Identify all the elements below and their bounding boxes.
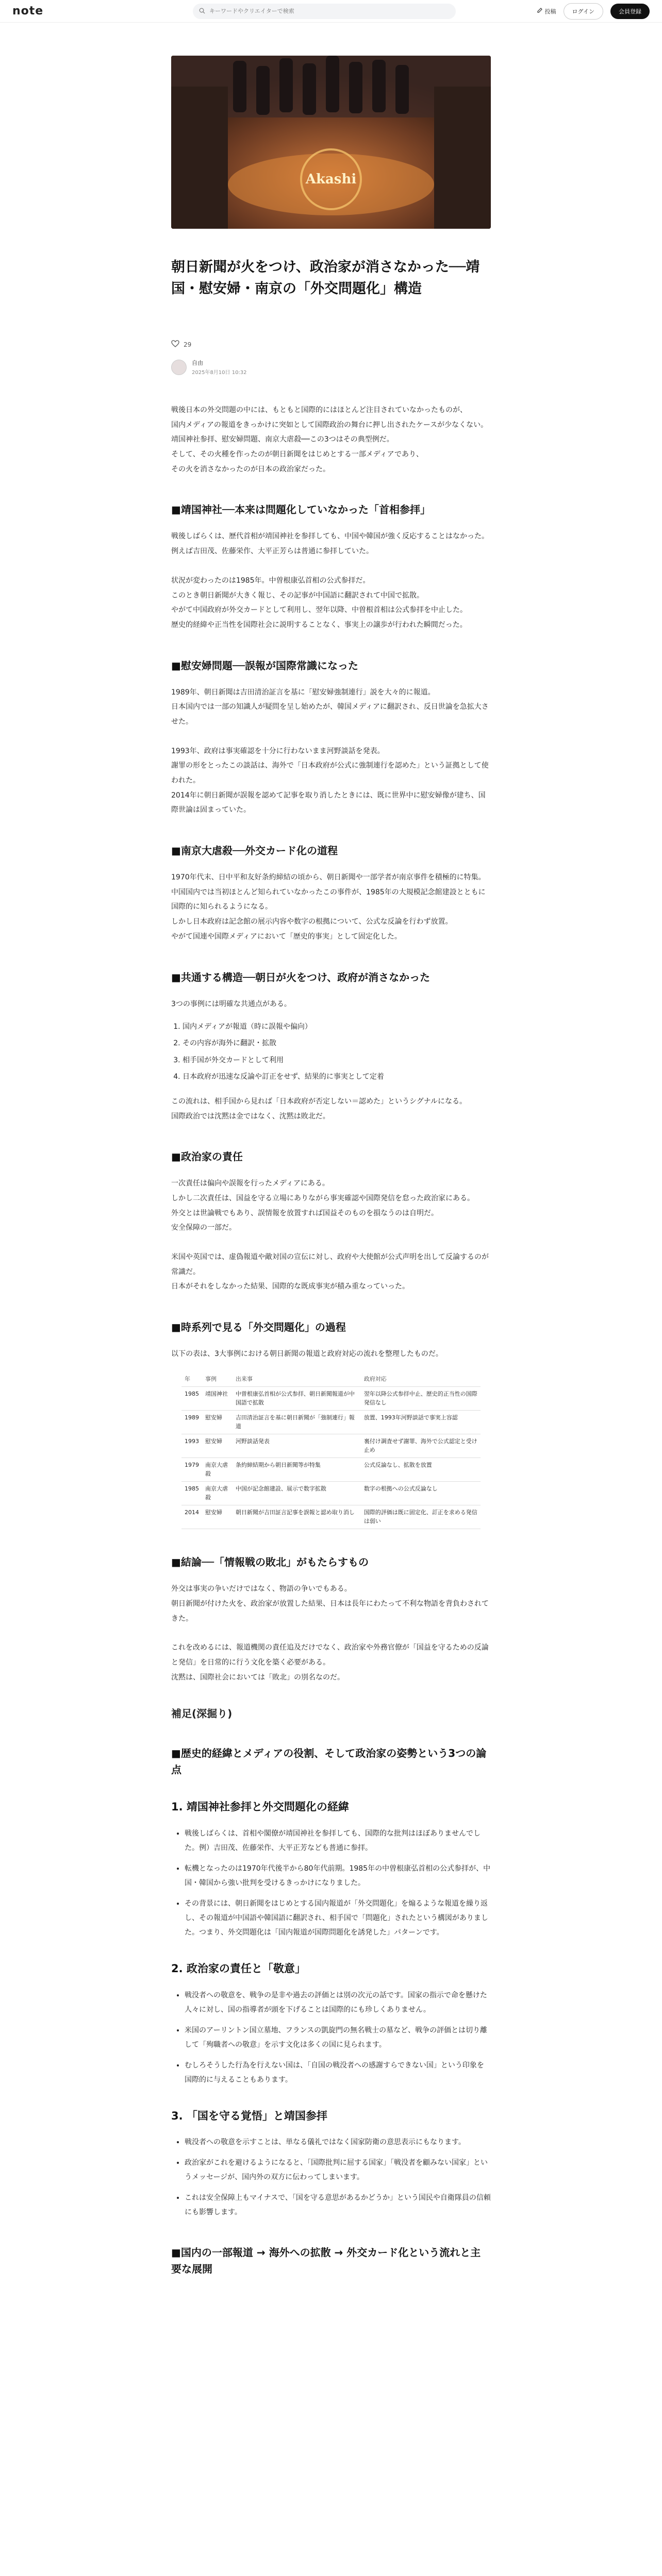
list-item: • 戦没者への敬意を示すことは、単なる儀礼ではなく国家防衛の意思表示にもなります。 [185,2135,491,2149]
post-label: 投稿 [544,8,556,15]
subsection-heading: 3. 「国を守る覚悟」と靖国参拝 [171,2109,327,2122]
paragraph: その火を消さなかったのが日本の政治家だった。 [171,465,330,473]
publish-date: 2025年8月10日 10:32 [192,370,247,376]
table-row [181,1387,481,1411]
list-item: • 戦没者への敬意を、戦争の是非や過去の評価とは別の次元の話です。国家の指示で命を懸けた人々に対し、国の指導者が頭を下げることは国際的にも珍しくありません。 [185,1988,491,2017]
table-cell: 朝日新聞が吉田証言記事を誤報と認め取り消し [233,1505,361,1529]
paragraph: 1970年代末、日中平和友好条約締結の頃から、朝日新聞や一部学者が南京事件を積極的に特集。 [171,873,486,882]
list-item: • これは安全保障上もマイナスで、「国を守る意思があるかどうか」という国民や自衛隊員の信頼にも影響します。 [185,2191,491,2219]
signup-button[interactable]: 会員登録 [610,4,650,19]
list-item: 2. その内容が海外に翻訳・拡散 [183,1035,491,1052]
column-header: 出来事 [233,1372,361,1387]
table-cell: 数字の根拠への公式反論なし [361,1482,481,1505]
paragraph: 歴史的経緯や正当性を国際社会に説明することなく、事実上の譲歩が行われた瞬間だった。 [171,620,467,629]
list-item: • 転機となったのは1970年代後半から80年代前期。1985年の中曽根康弘首相の公式参拝が、中国・韓国から強い批判を受けるきっかけになりました。 [185,1861,491,1890]
paragraph: 靖国神社参拝、慰安婦問題、南京大虐殺──この3つはその典型例だ。 [171,435,394,444]
bullet-list [185,2135,491,2219]
paragraph: しかし二次責任は、国益を守る立場にありながら事実確認や国際発信を怠った政治家にある。 [171,1194,474,1202]
paragraph: 謝罪の形をとったこの談話は、海外で「日本政府が公式に強制連行を認めた」という証拠として使われた。 [171,761,489,785]
article-body [171,403,491,2289]
list-item: • むしろそうした行為を行えない国は、「自国の戦没者への感謝すらできない国」という印象を国際的に与えることもあります。 [185,2058,491,2087]
list-item: • 政治家がこれを避けるようになると、「国際批判に屈する国家」「戦没者を顧みない国家」というメッセージが、国内外の双方に伝わってしまいます。 [185,2156,491,2184]
table-cell: 国際的評価は既に固定化、訂正を求める発信は弱い [361,1505,481,1529]
list-item: 4. 日本政府が迅速な反論や訂正をせず、結果的に事実として定着 [183,1069,491,1085]
table-cell: 条約締結期から朝日新聞等が特集 [233,1458,361,1482]
search-input[interactable] [209,8,450,14]
table-cell: 吉田清治証言を基に朝日新聞が「強制連行」報道 [233,1411,361,1434]
paragraph: これを改めるには、報道機関の責任追及だけでなく、政治家や外務官僚が「国益を守るための反論と発信」を日常的に行う文化を築く必要がある。 [171,1643,489,1667]
table-cell: 南京大虐殺 [202,1458,233,1482]
search-bar[interactable] [193,4,456,19]
paragraph: やがて国連や国際メディアにおいて「歴史的事実」として固定化した。 [171,932,402,941]
pencil-icon [537,7,543,15]
login-button[interactable]: ログイン [564,3,603,20]
structure-steps-list [183,1019,491,1085]
paragraph: 戦後日本の外交問題の中には、もともと国際的にはほとんど注目されていなかったものが、 [171,406,467,414]
section-heading-structure: ■共通する構造──朝日が火をつけ、政府が消さなかった [171,971,431,984]
subsection-heading: 1. 靖国神社参拝と外交問題化の経緯 [171,1801,349,1814]
column-header: 事例 [202,1372,233,1387]
intro-section [171,403,491,477]
supplement-heading: 補足(深掘り) [171,1707,233,1720]
avatar[interactable] [171,360,187,375]
table-row [181,1411,481,1434]
section-heading-yasukuni: ■靖国神社──本来は問題化していなかった「首相参拝」 [171,503,431,516]
table-cell: 2014 [181,1505,202,1529]
paragraph: 沈黙は、国際社会においては「敗北」の別名なのだ。 [171,1673,344,1682]
subsection-heading: 2. 政治家の責任と「敬意」 [171,1962,306,1975]
table-cell: 慰安婦 [202,1411,233,1434]
paragraph: このとき朝日新聞が大きく報じ、その記事が中国語に翻訳されて中国で拡散。 [171,591,424,600]
hero-image [171,56,491,229]
table-row [181,1505,481,1529]
section-heading-conclusion: ■結論──「情報戦の敗北」がもたらすもの [171,1556,369,1569]
table-cell: 1985 [181,1482,202,1505]
paragraph: 朝日新聞が付けた火を、政治家が放置した結果、日本は長年にわたって不利な物語を背負わされてきた。 [171,1600,489,1623]
paragraph: 日本がそれをしなかった結果、国際的な既成事実が積み重なっていった。 [171,1282,409,1291]
table-row [181,1482,481,1505]
paragraph: 外交は事実の争いだけではなく、物語の争いでもある。 [171,1585,352,1594]
column-header: 政府対応 [361,1372,481,1387]
paragraph: しかし日本政府は記念館の展示内容や数字の根拠について、公式な反論を行わず放置。 [171,918,453,926]
table-cell: 河野談話発表 [233,1434,361,1458]
table-cell: 裏付け調査せず謝罪、海外で公式認定と受け止め [361,1434,481,1458]
paragraph: 安全保障の一部だ。 [171,1224,236,1232]
table-row [181,1434,481,1458]
top-header [0,0,662,23]
list-item: 3. 相手国が外交カードとして利用 [183,1052,491,1069]
table-cell: 慰安婦 [202,1434,233,1458]
paragraph: 国内メディアの報道をきっかけに突如として国際政治の舞台に押し出されたケースが少なくない。 [171,420,488,429]
author-name[interactable]: 自由 [192,360,203,366]
hero-caption: Akashi [305,172,357,187]
section-heading-comfort-women: ■慰安婦問題──誤報が国際常識になった [171,659,358,672]
paragraph: 国際政治では沈黙は金ではなく、沈黙は敗北だ。 [171,1112,330,1121]
like-counter[interactable] [171,340,191,349]
paragraph: 2014年に朝日新聞が誤報を認めて記事を取り消したときには、既に世界中に慰安婦像が建ち、国際世論は固まっていた。 [171,791,486,815]
list-item: • 戦後しばらくは、首相や閣僚が靖国神社を参拝しても、国際的な批判はほぼありませんでした。例）吉田茂、佐藤栄作、大平正芳なども普通に参拝。 [185,1826,491,1855]
paragraph: 例えば吉田茂、佐藤栄作、大平正芳らは普通に参拝していた。 [171,547,373,556]
paragraph: 1993年、政府は事実確認を十分に行わないまま河野談話を発表。 [171,747,385,755]
paragraph: 米国や英国では、虚偽報道や敵対国の宣伝に対し、政府や大使館が公式声明を出して反論するのが常識だ。 [171,1253,489,1276]
section-heading-timeline: ■時系列で見る「外交問題化」の過程 [171,1321,346,1334]
table-cell: 1985 [181,1387,202,1411]
paragraph: 戦後しばらくは、歴代首相が靖国神社を参拝しても、中国や韓国が強く反応することはなかった。 [171,532,489,541]
table-row [181,1458,481,1482]
heart-icon[interactable] [171,340,179,349]
table-header-row [181,1372,481,1387]
table-cell: 靖国神社 [202,1387,233,1411]
table-cell: 南京大虐殺 [202,1482,233,1505]
paragraph: 一次責任は偏向や誤報を行ったメディアにある。 [171,1179,329,1188]
article-title: 朝日新聞が火をつけ、政治家が消さなかった──靖国・慰安婦・南京の「外交問題化」構造 [171,259,480,297]
timeline-table [181,1372,481,1530]
paragraph: やがて中国政府が外交カードとして利用し、翌年以降、中曽根首相は公式参拝を中止した。 [171,606,467,615]
paragraph: 以下の表は、3大事例における朝日新聞の報道と政府対応の流れを整理したものだ。 [171,1350,443,1359]
list-item: • 米国のアーリントン国立墓地、フランスの凱旋門の無名戦士の墓など、戦争の評価とは切り離して「殉職者への敬意」を示す文化は多くの国に見られます。 [185,2023,491,2052]
section-heading-nanjing: ■南京大虐殺──外交カード化の道程 [171,844,338,857]
supplement-section-heading: ■歴史的経緯とメディアの役割、そして政治家の姿勢という3つの論点 [171,1747,487,1776]
bullet-list [185,1826,491,1940]
table-cell: 慰安婦 [202,1505,233,1529]
table-cell: 公式反論なし、拡散を放置 [361,1458,481,1482]
table-cell: 1979 [181,1458,202,1482]
author-block[interactable] [171,359,247,376]
table-cell: 中国が記念館建設、展示で数字拡散 [233,1482,361,1505]
bullet-list [185,1988,491,2087]
paragraph: 中国国内では当初ほとんど知られていなかったこの事件が、1985年の大規模記念館建設とともに国際的に知られるようになる。 [171,888,486,911]
table-cell: 翌年以降公式参拝中止、歴史的正当性の国際発信なし [361,1387,481,1411]
paragraph: 3つの事例には明確な共通点がある。 [171,999,291,1008]
paragraph: 日本国内では一部の知識人が疑問を呈し始めたが、韓国メディアに翻訳され、反日世論を急拡大させた。 [171,703,489,726]
table-cell: 1989 [181,1411,202,1434]
paragraph: 外交とは世論戦でもあり、誤情報を放置すれば国益そのものを損なうのは自明だ。 [171,1209,438,1217]
supplement-section-heading: ■国内の一部報道 → 海外への拡散 → 外交カード化という流れと主要な展開 [171,2246,481,2276]
paragraph: そして、その火種を作ったのが朝日新聞をはじめとする一部メディアであり、 [171,450,424,459]
paragraph: この流れは、相手国から見れば「日本政府が否定しない＝認めた」というシグナルになる。 [171,1097,467,1106]
table-cell: 放置、1993年河野談話で事実上容認 [361,1411,481,1434]
table-cell: 1993 [181,1434,202,1458]
paragraph: 1989年、朝日新聞は吉田清治証言を基に「慰安婦強制連行」説を大々的に報道。 [171,688,435,697]
note-logo[interactable]: note [12,5,44,18]
table-cell: 中曽根康弘首相が公式参拝、朝日新聞報道が中国語で拡散 [233,1387,361,1411]
paragraph: 状況が変わったのは1985年。中曽根康弘首相の公式参拝だ。 [171,576,370,585]
like-count: 29 [184,341,192,348]
list-item: 1. 国内メディアが報道（時に誤報や偏向） [183,1019,491,1035]
section-heading-politicians: ■政治家の責任 [171,1150,243,1163]
search-icon [199,6,205,16]
post-link[interactable] [537,7,556,15]
list-item: • その背景には、朝日新聞をはじめとする国内報道が「外交問題化」を煽るような報道を繰り返し、その報道が中国語や韓国語に翻訳され、相手国で「問題化」されたという構図がありました。つまり、外交問題化は「国内報道が国際問題化を誘発した」パターンです。 [185,1896,491,1940]
column-header: 年 [181,1372,202,1387]
